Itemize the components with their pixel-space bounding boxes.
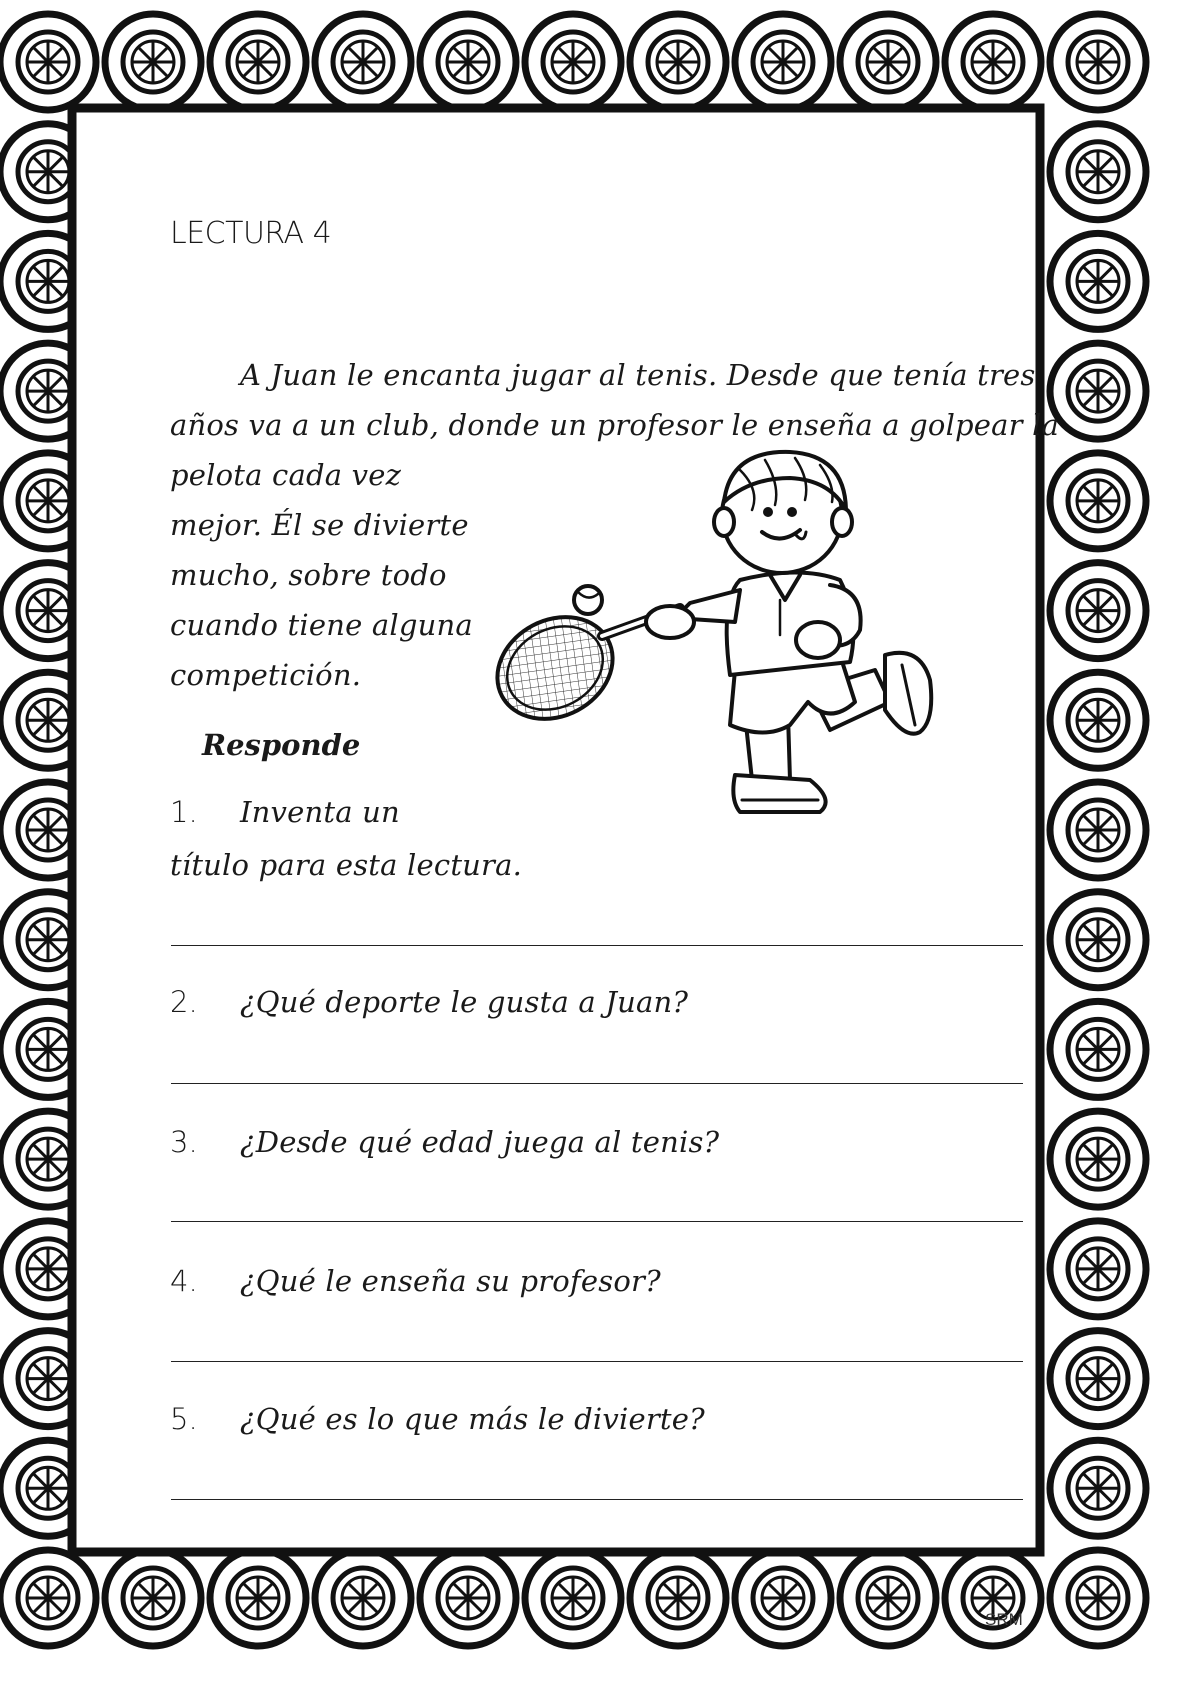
question-text: ¿Desde qué edad juega al tenis? — [240, 1125, 720, 1159]
answer-line-1[interactable] — [171, 945, 1023, 946]
answer-line-2[interactable] — [171, 1083, 1023, 1084]
reading-line: cuando tiene alguna — [170, 608, 473, 642]
question-number: 3. — [170, 1125, 198, 1159]
question-text: Inventa un — [240, 795, 400, 829]
question-number: 1. — [170, 795, 198, 829]
section-heading: Responde — [202, 728, 361, 762]
reading-line: pelota cada vez — [170, 458, 402, 492]
question-number: 2. — [170, 985, 198, 1019]
question-text: ¿Qué es lo que más le divierte? — [240, 1402, 705, 1436]
answer-line-4[interactable] — [171, 1361, 1023, 1362]
question-number: 5. — [170, 1402, 198, 1436]
reading-line: mejor. Él se divierte — [170, 508, 469, 542]
boy-playing-tennis-icon — [490, 440, 990, 840]
reading-line: A Juan le encanta jugar al tenis. Desde que tenía tres — [240, 358, 1036, 392]
reading-line: años va a un club, donde un profesor le enseña a golpear la — [170, 408, 1060, 442]
reading-line: mucho, sobre todo — [170, 558, 447, 592]
question-number: 4. — [170, 1264, 198, 1298]
page-title: LECTURA 4 — [170, 216, 332, 251]
answer-line-3[interactable] — [171, 1221, 1023, 1222]
question-text: ¿Qué le enseña su profesor? — [240, 1264, 661, 1298]
footer-mark: SRM — [985, 1610, 1023, 1629]
reading-line: competición. — [170, 658, 362, 692]
question-text: título para esta lectura. — [170, 848, 523, 882]
question-text: ¿Qué deporte le gusta a Juan? — [240, 985, 689, 1019]
answer-line-5[interactable] — [171, 1499, 1023, 1500]
